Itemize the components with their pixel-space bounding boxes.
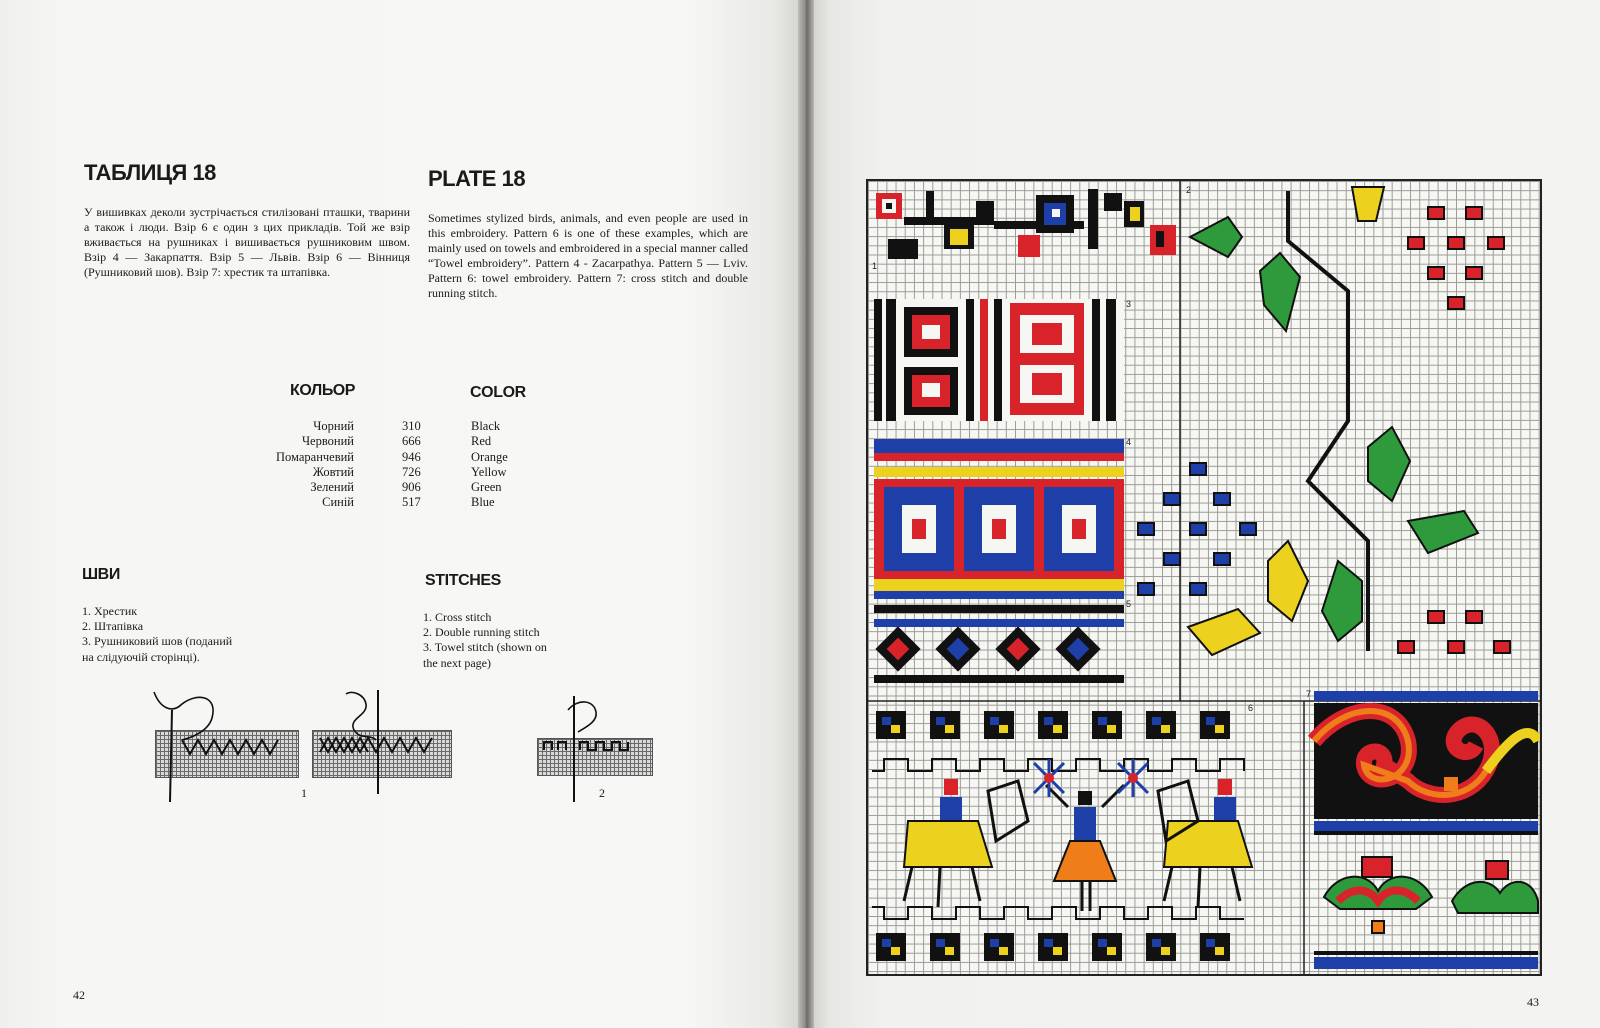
list-item: 1. Хрестик bbox=[82, 604, 138, 618]
stitches-heading-ukrainian: ШВИ bbox=[82, 566, 120, 583]
color-heading-ukrainian: КОЛЬОР bbox=[290, 382, 356, 399]
stitches-heading-english: STITCHES bbox=[425, 572, 501, 589]
book-gutter bbox=[798, 0, 814, 1028]
pattern-label-6: 6 bbox=[1248, 703, 1254, 713]
color-name-en: Orange bbox=[471, 449, 508, 464]
pattern-4-band bbox=[874, 439, 1124, 599]
color-codes bbox=[402, 419, 442, 511]
stitch-diagram-lines bbox=[150, 690, 660, 815]
color-name-uk: Червоний bbox=[301, 434, 354, 449]
color-name-en: Yellow bbox=[471, 464, 507, 479]
list-item: 2. Штапівка bbox=[82, 619, 144, 634]
color-names-english bbox=[471, 419, 551, 511]
color-names-ukrainian bbox=[226, 419, 354, 511]
list-item: the next page) bbox=[423, 655, 491, 670]
color-name-en: Red bbox=[471, 434, 492, 449]
pattern-6-figures bbox=[872, 703, 1253, 961]
pattern-label-2: 2 bbox=[1186, 185, 1192, 195]
color-code: 666 bbox=[402, 434, 421, 449]
intro-ukrainian: У вишивках деколи зустрічається стилізовані пташки, тварини а також і люди. Взір 6 є один з цих прикладів. Той же взір вживається на рушниках і вишивається рушниковим швом. Взір 4 — Закарпаття. Взір 5 — Львів. Взір 6 — Вінниця (Рушниковий шов). Взір 7: хрестик та штапівка. bbox=[84, 205, 410, 279]
list-item: 2. Double running stitch bbox=[423, 625, 540, 640]
color-name-en: Green bbox=[471, 480, 502, 495]
pattern-label-5: 5 bbox=[1126, 599, 1132, 609]
stitches-list-english bbox=[423, 610, 547, 671]
color-name-uk: Помаранчевий bbox=[275, 449, 354, 464]
pattern-5-diamond-border bbox=[874, 605, 1124, 683]
intro-english: Sometimes stylized birds, animals, and even people are used in this embroidery. Pattern 6 is one of these examples, which are mainly used on towels and embroidered in a special manner called “Towel embroidery”. Pattern 4 - Zacarpathya. Pattern 5 — Lviv. Pattern 6: towel embroidery. Pattern 7: cross stitch and double running stitch. bbox=[428, 211, 748, 300]
color-code: 310 bbox=[402, 419, 421, 433]
color-name-uk: Зелений bbox=[310, 480, 354, 495]
pattern-label-7: 7 bbox=[1306, 689, 1312, 699]
list-item: 1. Cross stitch bbox=[423, 610, 492, 624]
title-ukrainian: ТАБЛИЦЯ 18 bbox=[84, 160, 216, 185]
page-number-right: 43 bbox=[1527, 995, 1539, 1009]
color-name-uk: Чорний bbox=[313, 419, 354, 433]
color-name-uk: Синій bbox=[322, 495, 354, 510]
page-number-left: 42 bbox=[73, 988, 85, 1002]
list-item: 3. Towel stitch (shown on bbox=[423, 640, 547, 655]
color-heading-english: COLOR bbox=[470, 384, 526, 401]
color-code: 906 bbox=[402, 480, 421, 495]
pattern-3-geometric-panel bbox=[874, 299, 1124, 421]
pattern-label-1: 1 bbox=[872, 261, 878, 271]
pattern-2-vine bbox=[1138, 185, 1510, 655]
diagram-label-1: 1 bbox=[301, 786, 307, 800]
pattern-label-4: 4 bbox=[1126, 437, 1132, 447]
stitches-list-ukrainian bbox=[82, 604, 232, 665]
color-code: 517 bbox=[402, 495, 421, 510]
color-name-en: Black bbox=[471, 419, 501, 433]
color-name-en: Blue bbox=[471, 495, 495, 510]
pattern-1-floral-border bbox=[876, 189, 1176, 259]
pattern-7-wave-band bbox=[1306, 689, 1538, 969]
title-english: PLATE 18 bbox=[428, 166, 526, 191]
color-code: 726 bbox=[402, 464, 421, 479]
list-item: на слідуючій сторінці). bbox=[82, 649, 200, 664]
color-name-uk: Жовтий bbox=[312, 464, 354, 479]
diagram-label-2: 2 bbox=[599, 786, 605, 800]
pattern-label-3: 3 bbox=[1126, 299, 1132, 309]
embroidery-chart bbox=[866, 179, 1542, 976]
color-code: 946 bbox=[402, 449, 421, 464]
chart-motifs bbox=[868, 181, 1542, 976]
list-item: 3. Рушниковий шов (поданий bbox=[82, 634, 233, 649]
